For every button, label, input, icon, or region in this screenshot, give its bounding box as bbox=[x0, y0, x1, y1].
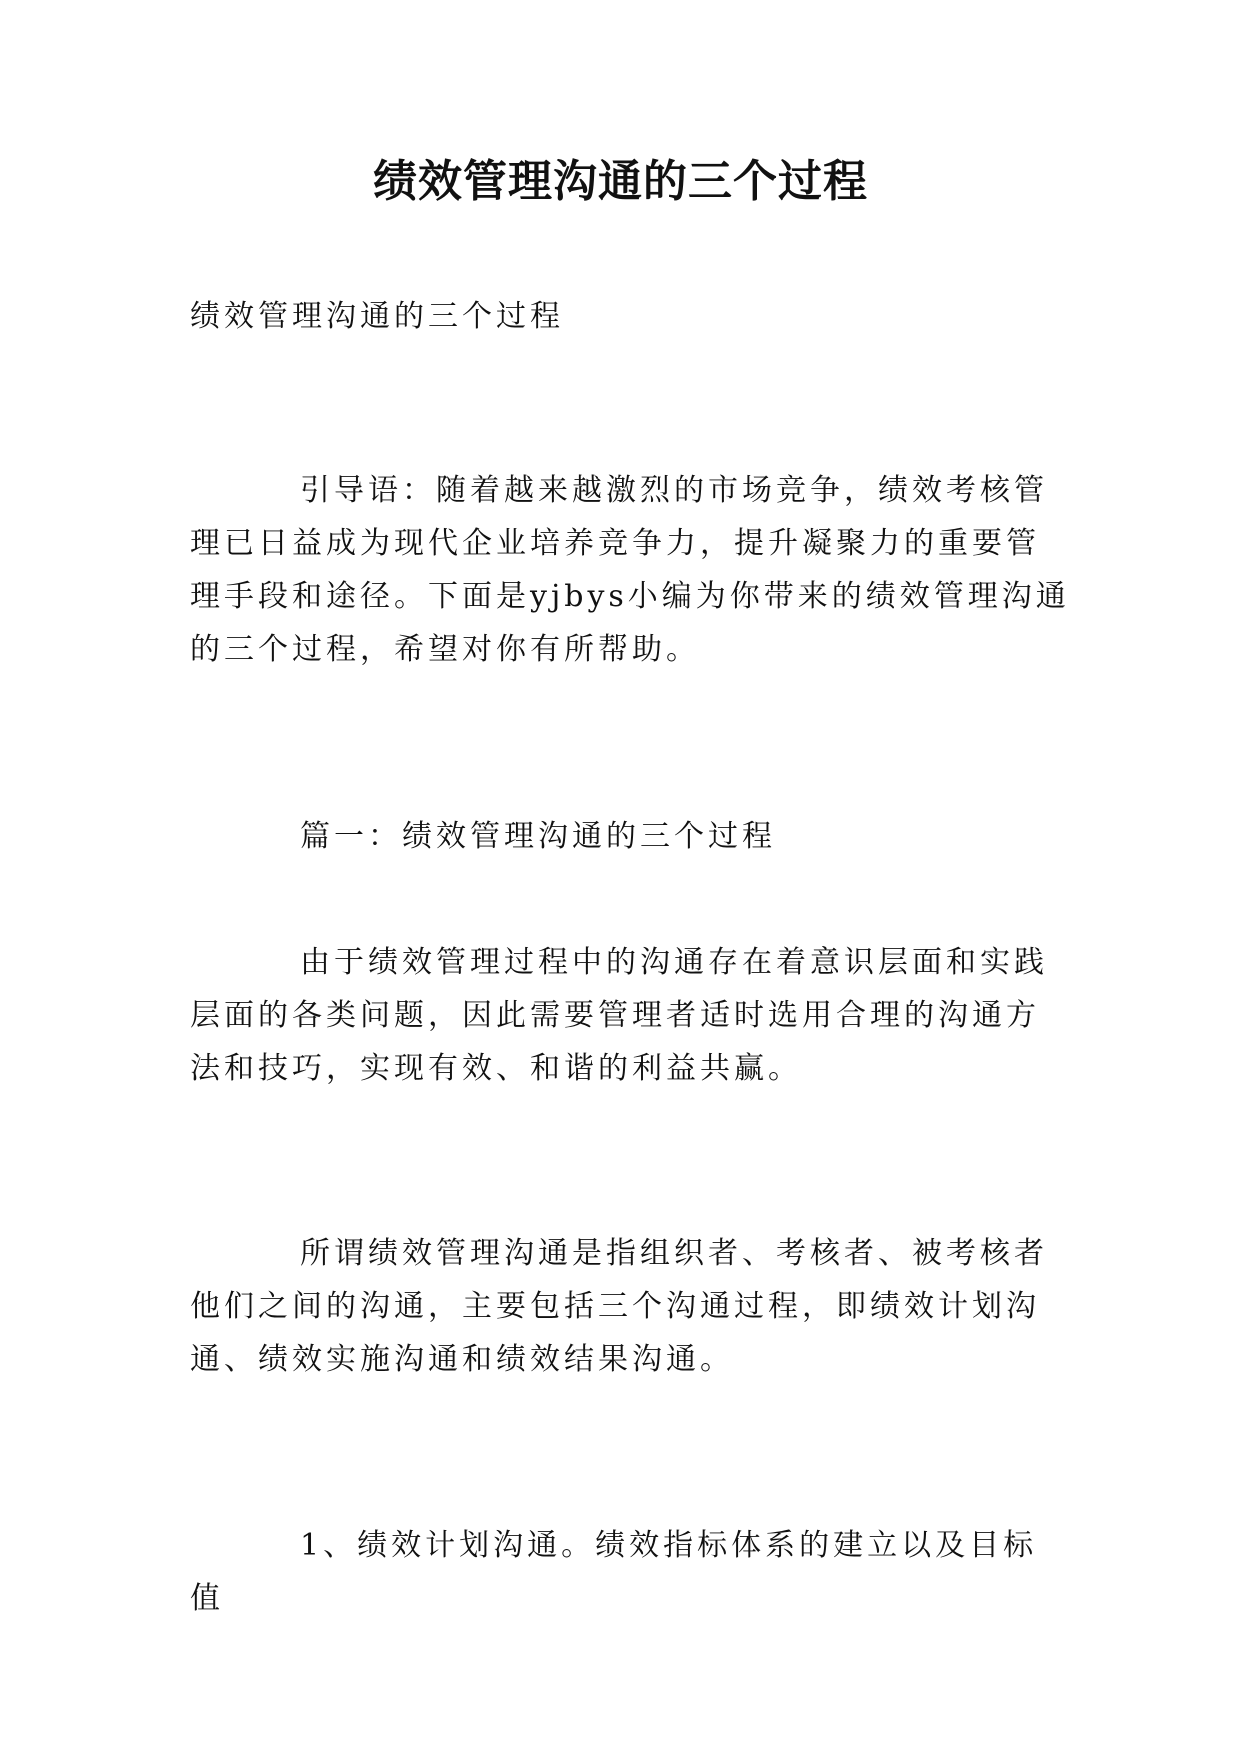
body-paragraph-1: 由于绩效管理过程中的沟通存在着意识层面和实践层面的各类问题，因此需要管理者适时选用合理的沟通方法和技巧，实现有效、和谐的利益共赢。 bbox=[190, 945, 1048, 1086]
body-paragraph-2: 所谓绩效管理沟通是指组织者、考核者、被考核者他们之间的沟通，主要包括三个沟通过程，即绩效计划沟通、绩效实施沟通和绩效结果沟通。 bbox=[190, 1236, 1048, 1377]
section-heading: 篇一：绩效管理沟通的三个过程 bbox=[300, 819, 776, 854]
document-title: 绩效管理沟通的三个过程 bbox=[373, 156, 868, 207]
intro-paragraph: 引导语：随着越来越激烈的市场竞争，绩效考核管理已日益成为现代企业培养竞争力，提升凝聚力的重要管理手段和途径。下面是yjbys小编为你带来的绩效管理沟通的三个过程，希望对你有所帮助。 bbox=[190, 473, 1070, 667]
body-paragraph-3: 1、绩效计划沟通。绩效指标体系的建立以及目标值 bbox=[190, 1528, 1038, 1616]
subtitle-paragraph: 绩效管理沟通的三个过程 bbox=[190, 299, 564, 334]
